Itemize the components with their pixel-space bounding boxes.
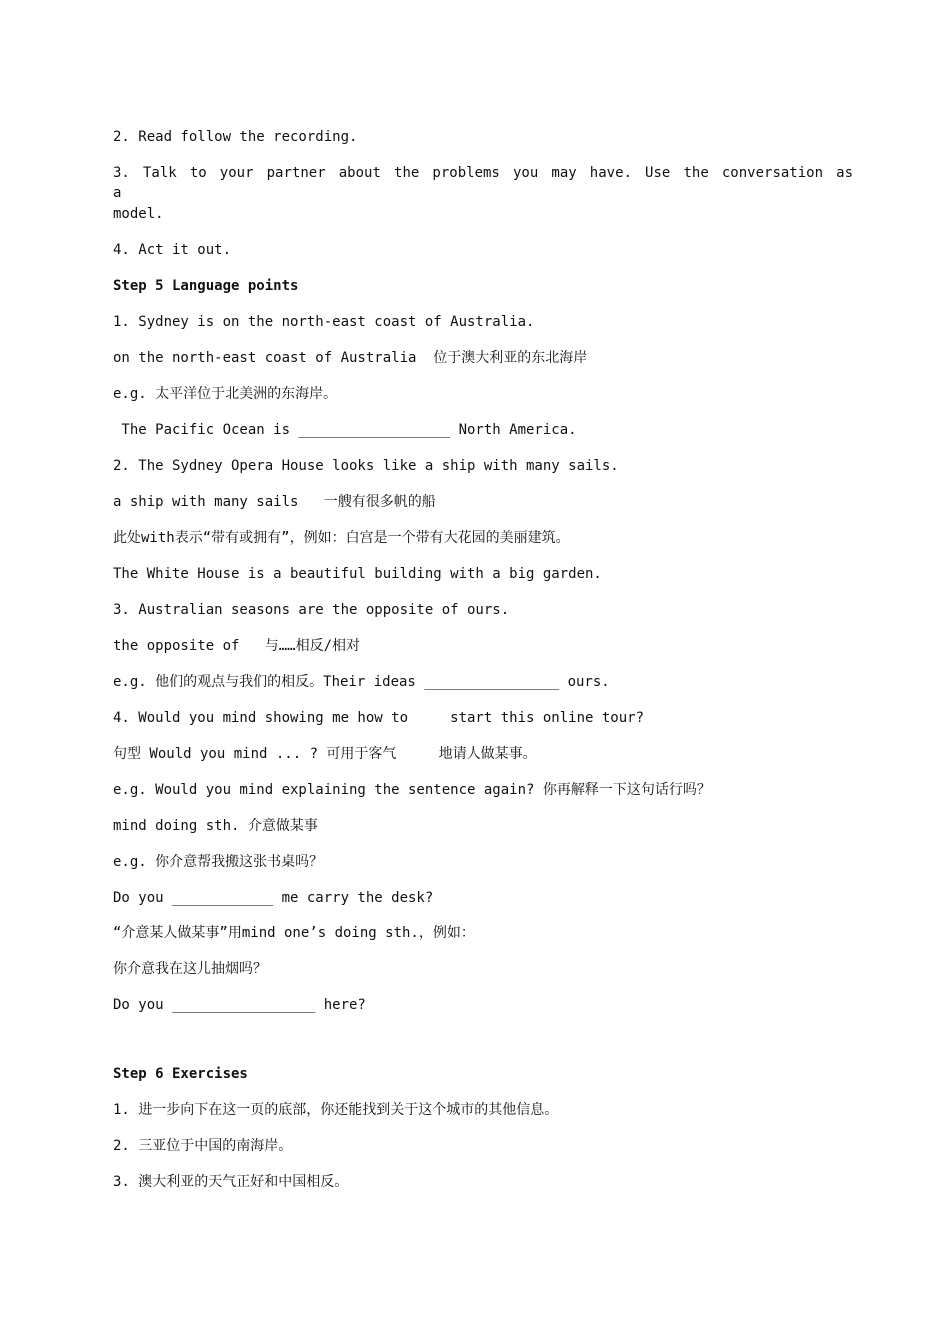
text-line: e.g. 你介意帮我搬这张书桌吗？: [113, 854, 324, 870]
text-line: Do you _________________ here?: [113, 997, 366, 1013]
text-line: e.g. 他们的观点与我们的相反。Their ideas ________________ ours.: [113, 674, 610, 690]
text-line: 4. Would you mind showing me how to start this online tour?: [113, 710, 645, 726]
text-line: 句型 Would you mind ... ? 可用于客气 地请人做某事。: [113, 746, 537, 762]
text-line: e.g. 太平洋位于北美洲的东海岸。: [113, 386, 338, 402]
text-line: a ship with many sails 一艘有很多帆的船: [113, 494, 436, 510]
text-line: e.g. Would you mind explaining the sentence again? 你再解释一下这句话行吗？: [113, 782, 711, 798]
text-line: 2. 三亚位于中国的南海岸。: [113, 1138, 293, 1154]
text-line: 2. Read follow the recording.: [113, 129, 358, 145]
text-line: 此处with表示“带有或拥有”，例如：白宫是一个带有大花园的美丽建筑。: [113, 530, 570, 546]
text-line: 3. Talk to your partner about the problems you may have. Use the conversation as a: [113, 165, 853, 201]
text-line: 1. Sydney is on the north-east coast of Australia.: [113, 314, 535, 330]
text-line: 1. 进一步向下在这一页的底部，你还能找到关于这个城市的其他信息。: [113, 1102, 559, 1118]
text-line: “介意某人做某事”用mind one’s doing sth.，例如：: [113, 925, 475, 941]
text-line: on the north-east coast of Australia 位于澳大利亚的东北海岸: [113, 350, 588, 366]
text-line: Do you ____________ me carry the desk?: [113, 890, 434, 906]
text-line: The White House is a beautiful building with a big garden.: [113, 566, 602, 582]
section-heading: Step 6 Exercises: [113, 1066, 248, 1082]
text-line: model.: [113, 206, 164, 222]
text-line: The Pacific Ocean is __________________ North America.: [113, 422, 577, 438]
text-line: mind doing sth. 介意做某事: [113, 818, 318, 834]
text-line: 2. The Sydney Opera House looks like a ship with many sails.: [113, 458, 619, 474]
text-line: 4. Act it out.: [113, 242, 232, 258]
text-line: 你介意我在这儿抽烟吗？: [113, 961, 267, 977]
section-heading: Step 5 Language points: [113, 278, 299, 294]
text-line: 3. Australian seasons are the opposite of ours.: [113, 602, 510, 618]
text-line: 3. 澳大利亚的天气正好和中国相反。: [113, 1174, 349, 1190]
text-line: the opposite of 与……相反/相对: [113, 638, 361, 654]
